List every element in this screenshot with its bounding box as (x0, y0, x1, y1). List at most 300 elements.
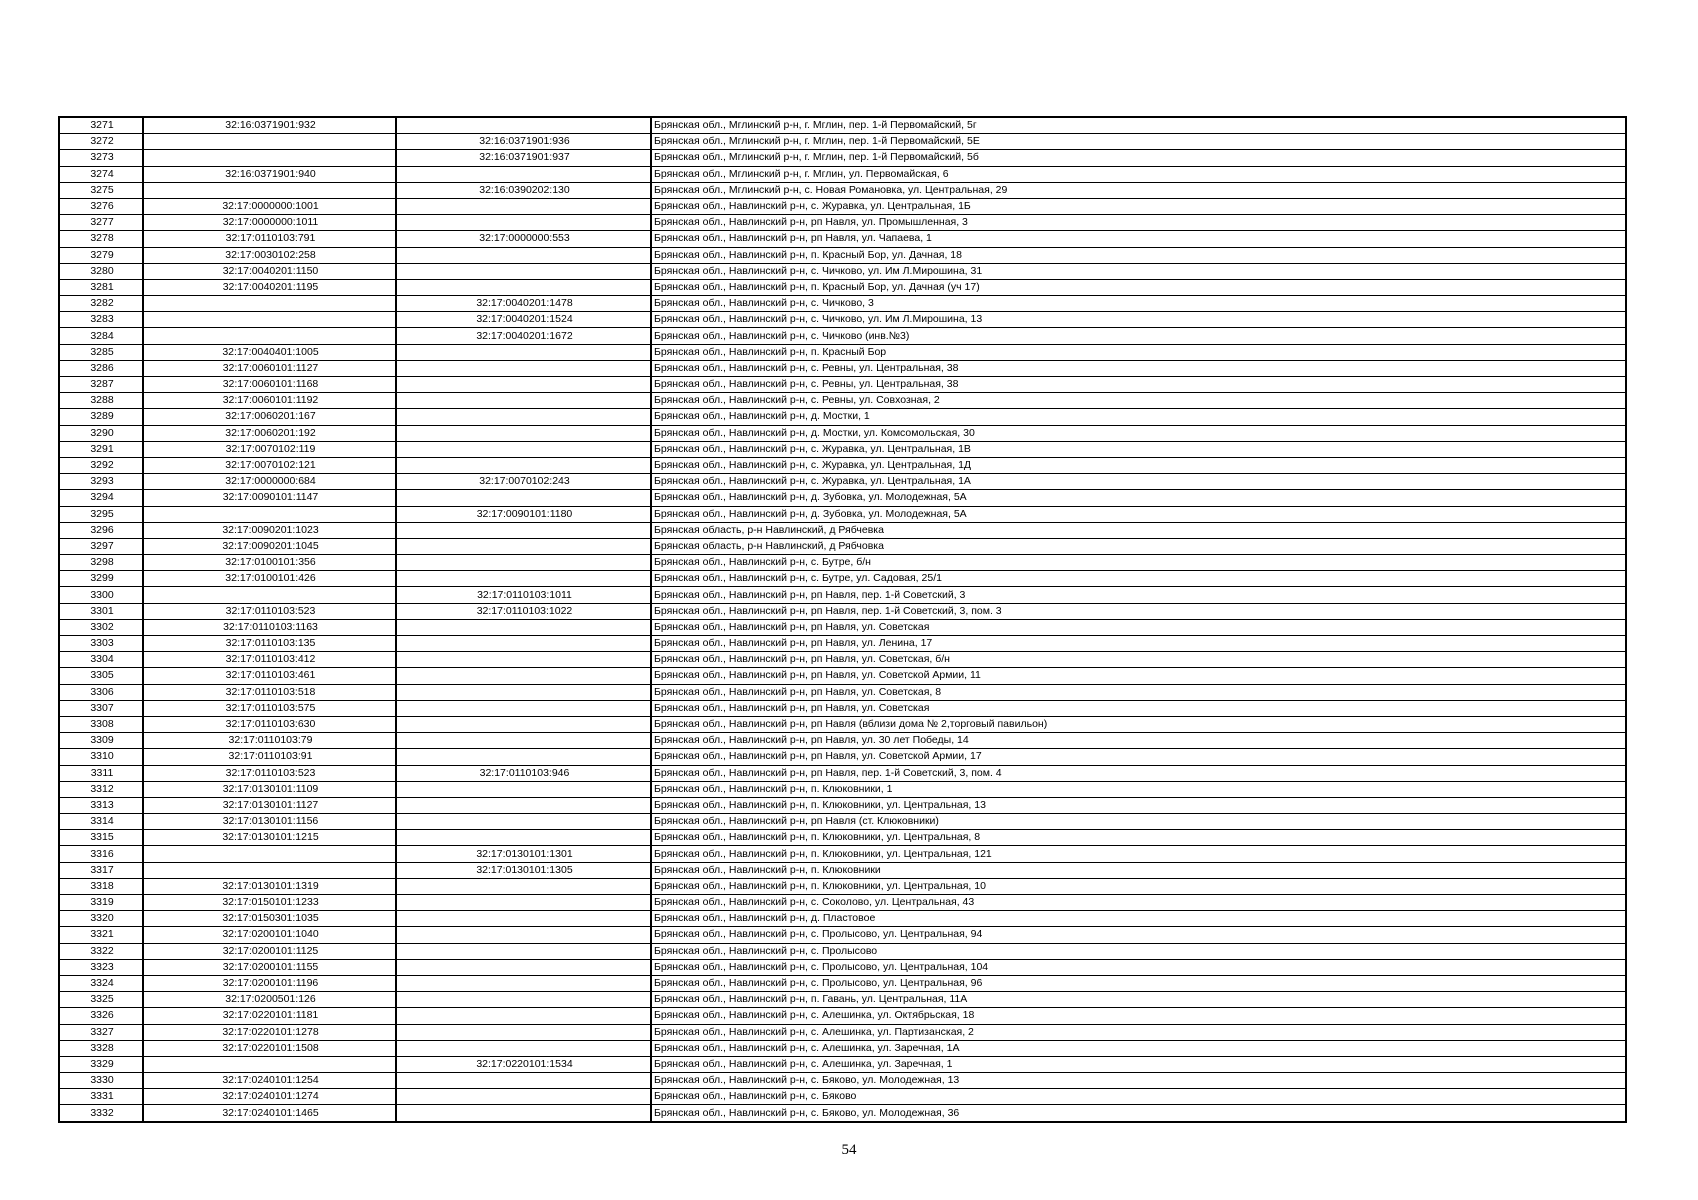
row-number-cell: 3312 (59, 781, 143, 797)
table-row (59, 312, 1626, 328)
address-cell: Брянская обл., Навлинский р-н, п. Клюковники, ул. Центральная, 8 (651, 830, 1626, 846)
cadastral-number-cell: 32:17:0110103:461 (143, 668, 396, 684)
table-row (59, 733, 1626, 749)
cadastral-number-cell: 32:17:0100101:356 (143, 555, 396, 571)
address-cell: Брянская обл., Навлинский р-н, с. Алешинка, ул. Октябрьская, 18 (651, 1008, 1626, 1024)
cadastral-number-cell: 32:17:0030102:258 (143, 247, 396, 263)
cadastral-number-cell: 32:16:0371901:932 (143, 117, 396, 134)
row-number-cell: 3311 (59, 765, 143, 781)
related-cadastral-number-cell (396, 959, 651, 975)
cadastral-number-cell (143, 587, 396, 603)
address-cell: Брянская обл., Навлинский р-н, с. Ревны, ул. Совхозная, 2 (651, 393, 1626, 409)
row-number-cell: 3320 (59, 911, 143, 927)
address-cell: Брянская обл., Мглинский р-н, г. Мглин, пер. 1-й Первомайский, 5б (651, 150, 1626, 166)
cadastral-number-cell: 32:17:0090201:1045 (143, 538, 396, 554)
row-number-cell: 3290 (59, 425, 143, 441)
row-number-cell: 3324 (59, 975, 143, 991)
related-cadastral-number-cell: 32:17:0220101:1534 (396, 1056, 651, 1072)
row-number-cell: 3305 (59, 668, 143, 684)
row-number-cell: 3308 (59, 716, 143, 732)
cadastral-number-cell: 32:17:0220101:1181 (143, 1008, 396, 1024)
row-number-cell: 3316 (59, 846, 143, 862)
address-cell: Брянская обл., Навлинский р-н, рп Навля, ул. Ленина, 17 (651, 636, 1626, 652)
table-row (59, 441, 1626, 457)
cadastral-number-cell: 32:17:0040401:1005 (143, 344, 396, 360)
address-cell: Брянская обл., Навлинский р-н, рп Навля, ул. Советская, 8 (651, 684, 1626, 700)
table-row (59, 1008, 1626, 1024)
cadastral-number-cell: 32:17:0040201:1150 (143, 263, 396, 279)
table-row (59, 296, 1626, 312)
table-row (59, 555, 1626, 571)
table-row (59, 603, 1626, 619)
address-cell: Брянская обл., Навлинский р-н, рп Навля, ул. Чапаева, 1 (651, 231, 1626, 247)
address-cell: Брянская обл., Мглинский р-н, г. Мглин, пер. 1-й Первомайский, 5г (651, 117, 1626, 134)
row-number-cell: 3325 (59, 992, 143, 1008)
related-cadastral-number-cell: 32:16:0371901:936 (396, 134, 651, 150)
cadastral-number-cell: 32:17:0000000:1011 (143, 215, 396, 231)
address-cell: Брянская обл., Навлинский р-н, п. Красный Бор, ул. Дачная, 18 (651, 247, 1626, 263)
address-cell: Брянская обл., Навлинский р-н, с. Бяково (651, 1089, 1626, 1105)
table-row (59, 182, 1626, 198)
address-cell: Брянская обл., Навлинский р-н, рп Навля (вблизи дома № 2,торговый павильон) (651, 716, 1626, 732)
row-number-cell: 3285 (59, 344, 143, 360)
related-cadastral-number-cell: 32:17:0130101:1305 (396, 862, 651, 878)
related-cadastral-number-cell: 32:17:0130101:1301 (396, 846, 651, 862)
related-cadastral-number-cell (396, 555, 651, 571)
related-cadastral-number-cell (396, 830, 651, 846)
row-number-cell: 3297 (59, 538, 143, 554)
related-cadastral-number-cell (396, 490, 651, 506)
cadastral-number-cell: 32:17:0000000:1001 (143, 198, 396, 214)
cadastral-number-cell: 32:17:0070102:119 (143, 441, 396, 457)
related-cadastral-number-cell (396, 668, 651, 684)
related-cadastral-number-cell: 32:17:0070102:243 (396, 474, 651, 490)
related-cadastral-number-cell (396, 571, 651, 587)
cadastral-number-cell (143, 1056, 396, 1072)
related-cadastral-number-cell (396, 166, 651, 182)
row-number-cell: 3276 (59, 198, 143, 214)
row-number-cell: 3279 (59, 247, 143, 263)
cadastral-number-cell: 32:16:0371901:940 (143, 166, 396, 182)
row-number-cell: 3284 (59, 328, 143, 344)
page-number: 54 (841, 1142, 857, 1158)
table-row (59, 231, 1626, 247)
row-number-cell: 3293 (59, 474, 143, 490)
related-cadastral-number-cell (396, 1089, 651, 1105)
related-cadastral-number-cell (396, 911, 651, 927)
related-cadastral-number-cell (396, 198, 651, 214)
related-cadastral-number-cell: 32:16:0390202:130 (396, 182, 651, 198)
cadastral-number-cell: 32:17:0110103:523 (143, 603, 396, 619)
row-number-cell: 3309 (59, 733, 143, 749)
cadastral-number-cell: 32:17:0130101:1215 (143, 830, 396, 846)
table-row (59, 975, 1626, 991)
row-number-cell: 3287 (59, 377, 143, 393)
address-cell: Брянская обл., Навлинский р-н, д. Мостки, ул. Комсомольская, 30 (651, 425, 1626, 441)
row-number-cell: 3307 (59, 700, 143, 716)
cadastral-number-cell (143, 312, 396, 328)
related-cadastral-number-cell: 32:17:0110103:1022 (396, 603, 651, 619)
address-cell: Брянская обл., Навлинский р-н, рп Навля, ул. Советская, б/н (651, 652, 1626, 668)
table-row (59, 279, 1626, 295)
cadastral-number-cell: 32:17:0240101:1274 (143, 1089, 396, 1105)
address-cell: Брянская обл., Навлинский р-н, п. Клюковники, 1 (651, 781, 1626, 797)
address-cell: Брянская обл., Навлинский р-н, рп Навля (ст. Клюковники) (651, 814, 1626, 830)
related-cadastral-number-cell (396, 733, 651, 749)
address-cell: Брянская обл., Навлинский р-н, рп Навля, пер. 1-й Советский, 3, пом. 4 (651, 765, 1626, 781)
cadastral-number-cell: 32:17:0090201:1023 (143, 522, 396, 538)
table-row (59, 377, 1626, 393)
address-cell: Брянская обл., Навлинский р-н, д. Зубовка, ул. Молодежная, 5А (651, 490, 1626, 506)
row-number-cell: 3295 (59, 506, 143, 522)
row-number-cell: 3302 (59, 619, 143, 635)
table-row (59, 360, 1626, 376)
related-cadastral-number-cell (396, 636, 651, 652)
row-number-cell: 3283 (59, 312, 143, 328)
address-cell: Брянская обл., Навлинский р-н, п. Гавань, ул. Центральная, 11А (651, 992, 1626, 1008)
address-cell: Брянская обл., Навлинский р-н, с. Алешинка, ул. Заречная, 1 (651, 1056, 1626, 1072)
related-cadastral-number-cell (396, 360, 651, 376)
cadastral-number-cell: 32:17:0070102:121 (143, 457, 396, 473)
row-number-cell: 3318 (59, 878, 143, 894)
table-row (59, 344, 1626, 360)
address-cell: Брянская обл., Мглинский р-н, с. Новая Романовка, ул. Центральная, 29 (651, 182, 1626, 198)
cadastral-number-cell: 32:17:0100101:426 (143, 571, 396, 587)
address-cell: Брянская обл., Навлинский р-н, с. Чичково (инв.№3) (651, 328, 1626, 344)
address-cell: Брянская обл., Навлинский р-н, с. Пролысово (651, 943, 1626, 959)
row-number-cell: 3299 (59, 571, 143, 587)
row-number-cell: 3291 (59, 441, 143, 457)
cadastral-number-cell: 32:17:0110103:575 (143, 700, 396, 716)
address-cell: Брянская обл., Навлинский р-н, с. Чичково, 3 (651, 296, 1626, 312)
table-row (59, 263, 1626, 279)
cadastral-number-cell: 32:17:0110103:523 (143, 765, 396, 781)
cadastral-number-cell: 32:17:0060101:1168 (143, 377, 396, 393)
table-row (59, 862, 1626, 878)
cadastral-number-cell: 32:17:0060101:1127 (143, 360, 396, 376)
related-cadastral-number-cell (396, 975, 651, 991)
cadastral-number-cell: 32:17:0220101:1508 (143, 1040, 396, 1056)
related-cadastral-number-cell (396, 279, 651, 295)
cadastral-number-cell: 32:17:0110103:79 (143, 733, 396, 749)
table-row (59, 911, 1626, 927)
table-row (59, 166, 1626, 182)
row-number-cell: 3282 (59, 296, 143, 312)
cadastral-number-cell: 32:17:0110103:630 (143, 716, 396, 732)
table-row (59, 992, 1626, 1008)
table-row (59, 943, 1626, 959)
cadastral-number-cell (143, 846, 396, 862)
cadastral-number-cell: 32:17:0110103:412 (143, 652, 396, 668)
table-row (59, 457, 1626, 473)
table-row (59, 684, 1626, 700)
address-cell: Брянская область, р-н Навлинский, д Рябчовка (651, 538, 1626, 554)
row-number-cell: 3327 (59, 1024, 143, 1040)
row-number-cell: 3289 (59, 409, 143, 425)
table-row (59, 571, 1626, 587)
table-row (59, 393, 1626, 409)
address-cell: Брянская обл., Навлинский р-н, рп Навля, ул. Советская (651, 619, 1626, 635)
related-cadastral-number-cell (396, 263, 651, 279)
related-cadastral-number-cell: 32:17:0040201:1524 (396, 312, 651, 328)
cadastral-number-cell: 32:17:0000000:684 (143, 474, 396, 490)
table-row (59, 1089, 1626, 1105)
row-number-cell: 3329 (59, 1056, 143, 1072)
table-row (59, 749, 1626, 765)
cadastral-number-cell: 32:17:0130101:1109 (143, 781, 396, 797)
cadastral-number-cell: 32:17:0200101:1196 (143, 975, 396, 991)
row-number-cell: 3277 (59, 215, 143, 231)
cadastral-number-cell: 32:17:0040201:1195 (143, 279, 396, 295)
cadastral-number-cell (143, 150, 396, 166)
cadastral-number-cell (143, 506, 396, 522)
address-cell: Брянская обл., Мглинский р-н, г. Мглин, ул. Первомайская, 6 (651, 166, 1626, 182)
table-row (59, 652, 1626, 668)
cadastral-number-cell: 32:17:0200101:1040 (143, 927, 396, 943)
cadastral-number-cell: 32:17:0060101:1192 (143, 393, 396, 409)
table-row (59, 328, 1626, 344)
address-cell: Брянская обл., Навлинский р-н, с. Бутре, ул. Садовая, 25/1 (651, 571, 1626, 587)
related-cadastral-number-cell: 32:17:0040201:1672 (396, 328, 651, 344)
related-cadastral-number-cell (396, 797, 651, 813)
related-cadastral-number-cell (396, 522, 651, 538)
table-row (59, 538, 1626, 554)
table-row (59, 1056, 1626, 1072)
address-cell: Брянская обл., Навлинский р-н, с. Ревны, ул. Центральная, 38 (651, 377, 1626, 393)
related-cadastral-number-cell (396, 215, 651, 231)
cadastral-number-cell: 32:17:0110103:791 (143, 231, 396, 247)
table-row (59, 846, 1626, 862)
property-registry-table (58, 116, 1627, 1123)
related-cadastral-number-cell (396, 1073, 651, 1089)
related-cadastral-number-cell (396, 700, 651, 716)
row-number-cell: 3317 (59, 862, 143, 878)
cadastral-number-cell: 32:17:0060201:192 (143, 425, 396, 441)
row-number-cell: 3303 (59, 636, 143, 652)
row-number-cell: 3304 (59, 652, 143, 668)
related-cadastral-number-cell (396, 943, 651, 959)
address-cell: Брянская обл., Навлинский р-н, д. Зубовка, ул. Молодежная, 5А (651, 506, 1626, 522)
address-cell: Брянская обл., Навлинский р-н, п. Красный Бор (651, 344, 1626, 360)
table-row (59, 150, 1626, 166)
address-cell: Брянская область, р-н Навлинский, д Рябчевка (651, 522, 1626, 538)
cadastral-number-cell: 32:17:0090101:1147 (143, 490, 396, 506)
table-row (59, 409, 1626, 425)
row-number-cell: 3332 (59, 1105, 143, 1122)
cadastral-number-cell: 32:17:0130101:1156 (143, 814, 396, 830)
address-cell: Брянская обл., Навлинский р-н, п. Клюковники (651, 862, 1626, 878)
cadastral-number-cell: 32:17:0240101:1254 (143, 1073, 396, 1089)
table-row (59, 522, 1626, 538)
table-row (59, 927, 1626, 943)
row-number-cell: 3322 (59, 943, 143, 959)
cadastral-number-cell: 32:17:0130101:1127 (143, 797, 396, 813)
related-cadastral-number-cell (396, 1105, 651, 1122)
address-cell: Брянская обл., Навлинский р-н, д. Пластовое (651, 911, 1626, 927)
address-cell: Брянская обл., Навлинский р-н, с. Чичково, ул. Им Л.Мирошина, 13 (651, 312, 1626, 328)
address-cell: Брянская обл., Навлинский р-н, п. Клюковники, ул. Центральная, 10 (651, 878, 1626, 894)
cadastral-number-cell: 32:17:0110103:91 (143, 749, 396, 765)
row-number-cell: 3313 (59, 797, 143, 813)
table-row (59, 1105, 1626, 1122)
address-cell: Брянская обл., Навлинский р-н, п. Клюковники, ул. Центральная, 121 (651, 846, 1626, 862)
row-number-cell: 3319 (59, 895, 143, 911)
table-row (59, 506, 1626, 522)
address-cell: Брянская обл., Навлинский р-н, рп Навля, ул. Советской Армии, 11 (651, 668, 1626, 684)
table-row (59, 117, 1626, 134)
row-number-cell: 3331 (59, 1089, 143, 1105)
row-number-cell: 3271 (59, 117, 143, 134)
related-cadastral-number-cell (396, 895, 651, 911)
table-row (59, 1040, 1626, 1056)
address-cell: Брянская обл., Навлинский р-н, с. Соколово, ул. Центральная, 43 (651, 895, 1626, 911)
row-number-cell: 3306 (59, 684, 143, 700)
related-cadastral-number-cell (396, 927, 651, 943)
row-number-cell: 3323 (59, 959, 143, 975)
cadastral-number-cell: 32:17:0110103:1163 (143, 619, 396, 635)
cadastral-number-cell (143, 134, 396, 150)
table-row (59, 814, 1626, 830)
related-cadastral-number-cell (396, 781, 651, 797)
related-cadastral-number-cell (396, 538, 651, 554)
row-number-cell: 3321 (59, 927, 143, 943)
table-row (59, 587, 1626, 603)
address-cell: Брянская обл., Навлинский р-н, с. Журавка, ул. Центральная, 1Б (651, 198, 1626, 214)
table-row (59, 830, 1626, 846)
related-cadastral-number-cell (396, 1008, 651, 1024)
table-row (59, 1073, 1626, 1089)
cadastral-number-cell: 32:17:0200101:1125 (143, 943, 396, 959)
address-cell: Брянская обл., Мглинский р-н, г. Мглин, пер. 1-й Первомайский, 5Е (651, 134, 1626, 150)
related-cadastral-number-cell (396, 749, 651, 765)
row-number-cell: 3328 (59, 1040, 143, 1056)
address-cell: Брянская обл., Навлинский р-н, рп Навля, ул. Советской Армии, 17 (651, 749, 1626, 765)
related-cadastral-number-cell (396, 425, 651, 441)
cadastral-number-cell: 32:17:0220101:1278 (143, 1024, 396, 1040)
address-cell: Брянская обл., Навлинский р-н, с. Бяково, ул. Молодежная, 36 (651, 1105, 1626, 1122)
address-cell: Брянская обл., Навлинский р-н, с. Пролысово, ул. Центральная, 96 (651, 975, 1626, 991)
address-cell: Брянская обл., Навлинский р-н, д. Мостки, 1 (651, 409, 1626, 425)
address-cell: Брянская обл., Навлинский р-н, с. Ревны, ул. Центральная, 38 (651, 360, 1626, 376)
row-number-cell: 3275 (59, 182, 143, 198)
row-number-cell: 3274 (59, 166, 143, 182)
table-row (59, 215, 1626, 231)
related-cadastral-number-cell (396, 878, 651, 894)
cadastral-number-cell: 32:17:0150301:1035 (143, 911, 396, 927)
related-cadastral-number-cell: 32:17:0040201:1478 (396, 296, 651, 312)
table-row (59, 716, 1626, 732)
related-cadastral-number-cell (396, 344, 651, 360)
cadastral-number-cell: 32:17:0200101:1155 (143, 959, 396, 975)
row-number-cell: 3300 (59, 587, 143, 603)
registry-table-body (59, 117, 1626, 1122)
address-cell: Брянская обл., Навлинский р-н, с. Алешинка, ул. Партизанская, 2 (651, 1024, 1626, 1040)
row-number-cell: 3281 (59, 279, 143, 295)
row-number-cell: 3298 (59, 555, 143, 571)
table-row (59, 198, 1626, 214)
table-row (59, 1024, 1626, 1040)
related-cadastral-number-cell (396, 1024, 651, 1040)
row-number-cell: 3310 (59, 749, 143, 765)
address-cell: Брянская обл., Навлинский р-н, с. Бяково, ул. Молодежная, 13 (651, 1073, 1626, 1089)
table-row (59, 765, 1626, 781)
address-cell: Брянская обл., Навлинский р-н, п. Красный Бор, ул. Дачная (уч 17) (651, 279, 1626, 295)
related-cadastral-number-cell (396, 652, 651, 668)
address-cell: Брянская обл., Навлинский р-н, рп Навля, ул. Советская (651, 700, 1626, 716)
related-cadastral-number-cell: 32:17:0090101:1180 (396, 506, 651, 522)
related-cadastral-number-cell (396, 247, 651, 263)
address-cell: Брянская обл., Навлинский р-н, с. Пролысово, ул. Центральная, 94 (651, 927, 1626, 943)
address-cell: Брянская обл., Навлинский р-н, рп Навля, ул. Промышленная, 3 (651, 215, 1626, 231)
table-row (59, 490, 1626, 506)
row-number-cell: 3292 (59, 457, 143, 473)
table-row (59, 700, 1626, 716)
row-number-cell: 3272 (59, 134, 143, 150)
row-number-cell: 3314 (59, 814, 143, 830)
related-cadastral-number-cell (396, 409, 651, 425)
row-number-cell: 3315 (59, 830, 143, 846)
address-cell: Брянская обл., Навлинский р-н, с. Пролысово, ул. Центральная, 104 (651, 959, 1626, 975)
table-row (59, 474, 1626, 490)
cadastral-number-cell (143, 328, 396, 344)
row-number-cell: 3301 (59, 603, 143, 619)
table-row (59, 895, 1626, 911)
cadastral-number-cell: 32:17:0110103:518 (143, 684, 396, 700)
table-row (59, 619, 1626, 635)
row-number-cell: 3326 (59, 1008, 143, 1024)
address-cell: Брянская обл., Навлинский р-н, с. Бутре, б/н (651, 555, 1626, 571)
table-row (59, 959, 1626, 975)
address-cell: Брянская обл., Навлинский р-н, с. Журавка, ул. Центральная, 1А (651, 474, 1626, 490)
related-cadastral-number-cell (396, 684, 651, 700)
related-cadastral-number-cell (396, 992, 651, 1008)
table-row (59, 636, 1626, 652)
address-cell: Брянская обл., Навлинский р-н, рп Навля, пер. 1-й Советский, 3 (651, 587, 1626, 603)
related-cadastral-number-cell (396, 814, 651, 830)
table-row (59, 247, 1626, 263)
row-number-cell: 3296 (59, 522, 143, 538)
table-row (59, 781, 1626, 797)
cadastral-number-cell (143, 296, 396, 312)
related-cadastral-number-cell (396, 377, 651, 393)
related-cadastral-number-cell (396, 117, 651, 134)
cadastral-number-cell: 32:17:0110103:135 (143, 636, 396, 652)
row-number-cell: 3273 (59, 150, 143, 166)
address-cell: Брянская обл., Навлинский р-н, рп Навля, пер. 1-й Советский, 3, пом. 3 (651, 603, 1626, 619)
address-cell: Брянская обл., Навлинский р-н, с. Чичково, ул. Им Л.Мирошина, 31 (651, 263, 1626, 279)
row-number-cell: 3280 (59, 263, 143, 279)
address-cell: Брянская обл., Навлинский р-н, с. Журавка, ул. Центральная, 1В (651, 441, 1626, 457)
row-number-cell: 3286 (59, 360, 143, 376)
related-cadastral-number-cell (396, 393, 651, 409)
related-cadastral-number-cell: 32:16:0371901:937 (396, 150, 651, 166)
row-number-cell: 3330 (59, 1073, 143, 1089)
cadastral-number-cell: 32:17:0200501:126 (143, 992, 396, 1008)
address-cell: Брянская обл., Навлинский р-н, п. Клюковники, ул. Центральная, 13 (651, 797, 1626, 813)
cadastral-number-cell: 32:17:0060201:167 (143, 409, 396, 425)
table-row (59, 425, 1626, 441)
address-cell: Брянская обл., Навлинский р-н, с. Алешинка, ул. Заречная, 1А (651, 1040, 1626, 1056)
cadastral-number-cell: 32:17:0130101:1319 (143, 878, 396, 894)
row-number-cell: 3278 (59, 231, 143, 247)
row-number-cell: 3294 (59, 490, 143, 506)
table-row (59, 668, 1626, 684)
table-row (59, 134, 1626, 150)
cadastral-number-cell: 32:17:0240101:1465 (143, 1105, 396, 1122)
row-number-cell: 3288 (59, 393, 143, 409)
related-cadastral-number-cell: 32:17:0110103:946 (396, 765, 651, 781)
related-cadastral-number-cell (396, 716, 651, 732)
